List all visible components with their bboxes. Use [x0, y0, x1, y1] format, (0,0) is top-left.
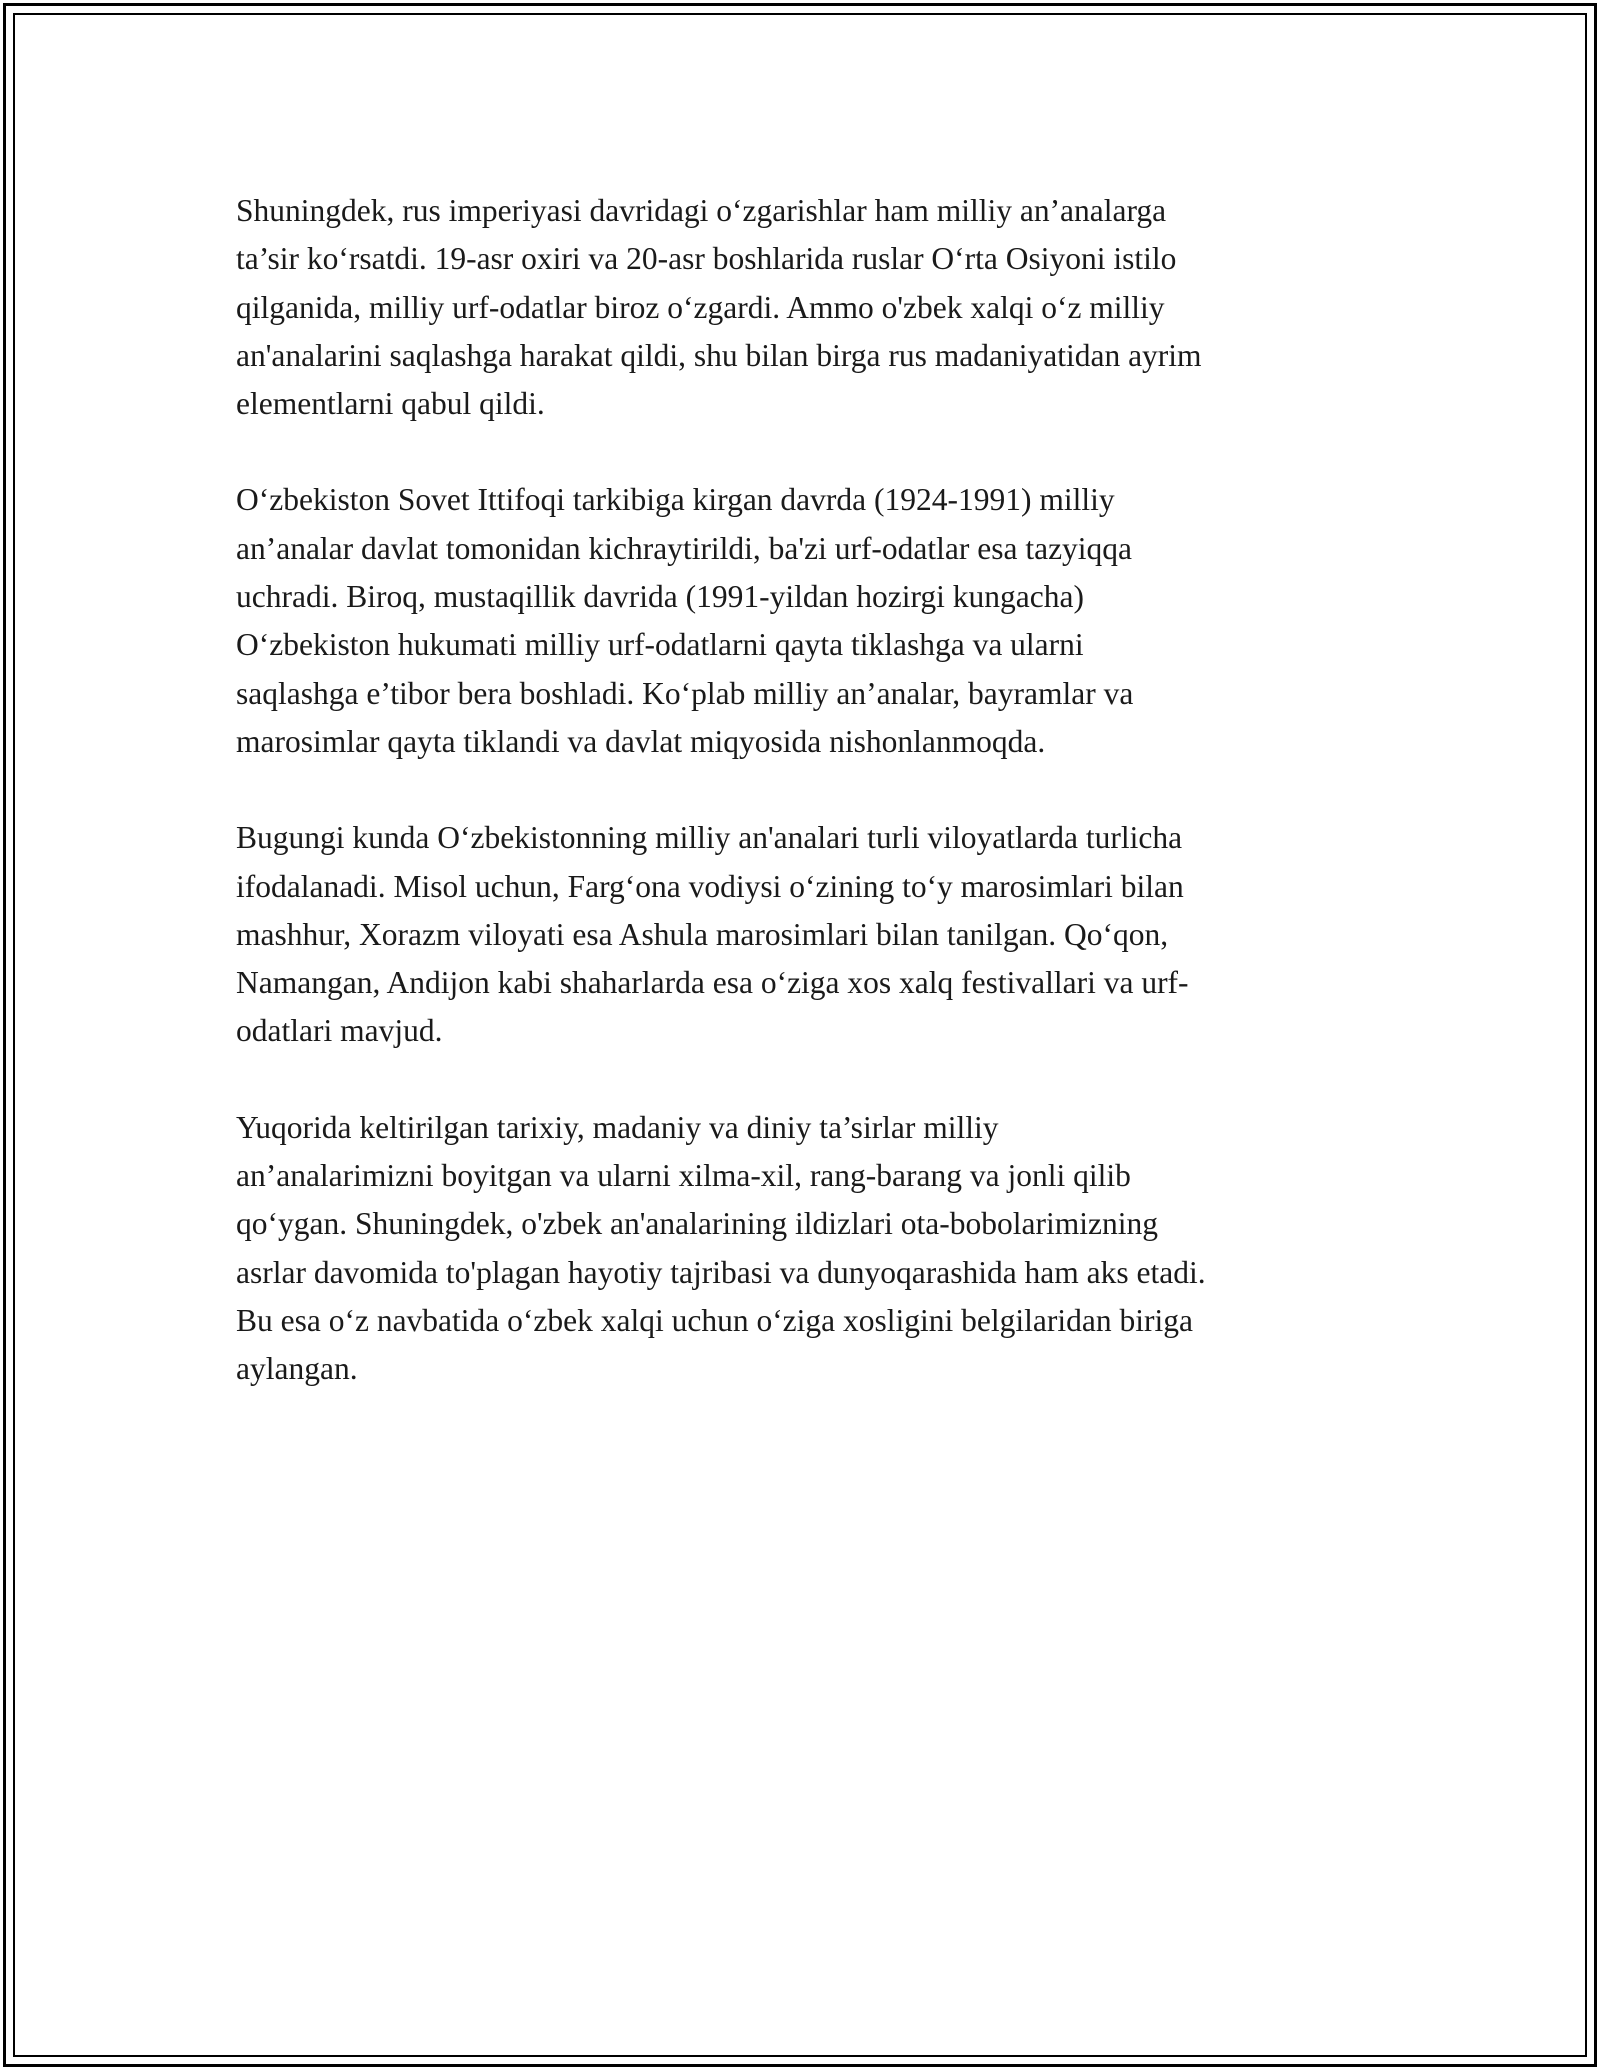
text-line: ta’sir ko‘rsatdi. 19-asr oxiri va 20-asr boshlarida ruslar O‘rta Osiyoni istilo	[236, 241, 1177, 277]
text-line: elementlarni qabul qildi.	[236, 386, 545, 422]
text-line: an'analarini saqlashga harakat qildi, shu bilan birga rus madaniyatidan ayrim	[236, 337, 1202, 373]
text-line: Namangan, Andijon kabi shaharlarda esa o‘ziga xos xalq festivallari va urf-	[236, 965, 1189, 1001]
text-line: O‘zbekiston Sovet Ittifoqi tarkibiga kirgan davrda (1924-1991) milliy	[236, 482, 1115, 518]
text-line: an’analarimizni boyitgan va ularni xilma-xil, rang-barang va jonli qilib	[236, 1158, 1131, 1194]
document-body	[236, 187, 1386, 1442]
text-line: qilganida, milliy urf-odatlar biroz o‘zgardi. Ammo o'zbek xalqi o‘z milliy	[236, 289, 1165, 325]
paragraph-3	[236, 814, 1386, 1055]
text-line: Bugungi kunda O‘zbekistonning milliy an'analari turli viloyatlarda turlicha	[236, 820, 1183, 856]
text-line: Shuningdek, rus imperiyasi davridagi o‘zgarishlar ham milliy an’analarga	[236, 193, 1167, 228]
paragraph-2	[236, 476, 1386, 766]
paragraph-1	[236, 187, 1386, 428]
text-line: aylangan.	[236, 1351, 358, 1387]
text-line: saqlashga e’tibor bera boshladi. Ko‘plab milliy an’analar, bayramlar va	[236, 675, 1134, 711]
text-line: marosimlar qayta tiklandi va davlat miqyosida nishonlanmoqda.	[236, 723, 1046, 759]
text-line: odatlari mavjud.	[236, 1013, 443, 1049]
text-line: ifodalanadi. Misol uchun, Farg‘ona vodiysi o‘zining to‘y marosimlari bilan	[236, 868, 1184, 904]
text-line: O‘zbekiston hukumati milliy urf-odatlarni qayta tiklashga va ularni	[236, 627, 1084, 663]
text-line: mashhur, Xorazm viloyati esa Ashula marosimlari bilan tanilgan. Qo‘qon,	[236, 916, 1169, 952]
text-line: qo‘ygan. Shuningdek, o'zbek an'analarining ildizlari ota-bobolarimizning	[236, 1206, 1158, 1242]
text-line: uchradi. Biroq, mustaqillik davrida (1991-yildan hozirgi kungacha)	[236, 579, 1084, 615]
text-line: Yuqorida keltirilgan tarixiy, madaniy va diniy ta’sirlar milliy	[236, 1109, 999, 1145]
paragraph-4	[236, 1104, 1386, 1394]
text-line: Bu esa o‘z navbatida o‘zbek xalqi uchun o‘ziga xosligini belgilaridan biriga	[236, 1302, 1193, 1338]
text-line: asrlar davomida to'plagan hayotiy tajribasi va dunyoqarashida ham aks etadi.	[236, 1254, 1206, 1290]
text-line: an’analar davlat tomonidan kichraytirildi, ba'zi urf-odatlar esa tazyiqqa	[236, 530, 1133, 566]
